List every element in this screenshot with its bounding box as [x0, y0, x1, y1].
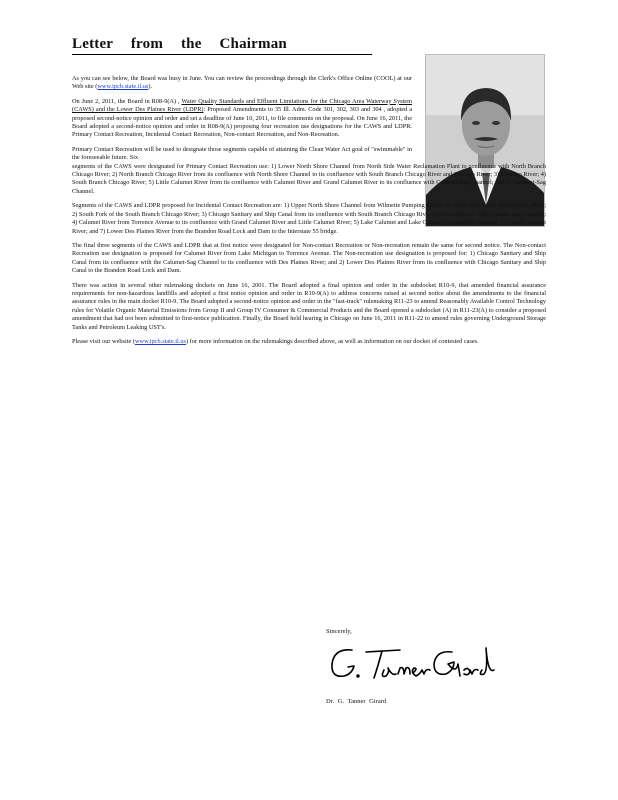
signatory-name: Dr. G. Tanner Girard: [326, 698, 387, 705]
visit-text: Please visit our website (: [72, 337, 135, 345]
paragraph-other-rulemaking: There was action in several other rulemaking dockets on June 16, 2001. The Board adopted a final opinion and order in the subdocket R10-9, that amended financial assurance requirements for non-hazardous landfills and adopted a first notice opinion and order in R10-9(A) to address concerns raised at second notice about the amendments to the financial assurance rules in the main docket R10-9. The Board adopted a second-notice opinion and order in the "fast-track" rulemaking R11-23 to amend Reasonably Available Control Technology rules for Volatile Organic Material Emissions from Group II and Group IV Consumer & Commercial Products and the Board opened a subdocket (A) in R11-23(A) to consider a proposed amendment that had not been submitted to first-notice publication. Finally, the Board held hearing in Chicago on June 16, 2011 in R11-22 to amend rules governing Underground Storage Tanks and Petroleum Leaking UST's.: [72, 281, 546, 331]
intro-text-end: ).: [148, 83, 153, 91]
rulemaking-title: Water Quality Standards and Effluent Limitations for the Chicago Area Waterway System (CAWS) and the Lower Des Plaines River (LDPR): [72, 97, 412, 114]
paragraph-visit-website: [72, 338, 546, 346]
paragraph-primary-contact: [72, 146, 546, 196]
june-2-text-end: : Proposed Amendments to 35 Ill. Adm. Code 301, 302, 303 and 304 , adopted a proposed second-notice opinion and order and set a deadline of June 10, 2011, to file comments on the proposal. On June 16, 2011, the Board adopted a second-notice opinion and order in R08-9(A) proposing four recreation use designations for the CAWS and LDPR. Primary Contact Recreation, Incidental Contact Recreation, Non-contact Recreation, and Non-Recreation.: [72, 106, 412, 139]
title-underline: [72, 54, 372, 55]
page-title: Letter from the Chairman: [72, 36, 287, 52]
primary-contact-segments: segments of the CAWS were designated for Primary Contact Recreation use: 1) Lower North Shore Channel from North Side Water Reclamation Plant to confluence with North Branch Chicago River; 2) North Branch Chicago River from its confluence with North Shore Channel to its confluence with South Branch Chicago River and Chicago River; 3) Chicago River; 4) South Branch Chicago River; 5) Little Calumet River from its confluence with Calumet River and Grand Calumet River to its confluence with Calumet-Sag Channel; and 6) Calumet-Sag Channel.: [72, 162, 546, 195]
website-link-2[interactable]: www.ipcb.state.il.us: [134, 337, 186, 345]
visit-text-end: ) for more information on the rulemakings described above, as well as information on our docket of contested cases.: [185, 337, 479, 345]
closing: Sincerely,: [326, 628, 352, 635]
primary-contact-intro: Primary Contact Recreation will be used to designate those segments capable of attaining the Clean Water Act goal of "swimmable" in the foreseeable future. Six: [72, 145, 412, 162]
paragraph-non-contact: The final three segments of the CAWS and LDPR that at first notice were designated for Non-contact Recreation or Non-recreation remain the same for second notice. The Non-contact Recreation use designation is proposed for Calumet River from Lake Michigan to Torrence Avenue. The Non-recreation use designation is proposed for: 1) Chicago Sanitary and Ship Canal from its confluence with the Calumet-Sag Channel to its confluence with Des Plaines River; and 2) Lower Des Plaines River from its confluence with Chicago Sanitary and Ship Canal to the Brandon Road Lock and Dam.: [72, 241, 546, 275]
intro-text: As you can see below, the Board was busy in June. You can review the proceedings through the Clerk's Office Online (COOL) at our Web site (: [72, 75, 412, 91]
paragraph-incidental-contact: Segments of the CAWS and LDPR proposed for Incidental Contact Recreation are: 1) Upper North Shore Channel from Wilmette Pumping Station to North Side Water Reclamation Plant; 2) South Fork of the South Branch Chicago River; 3) Chicago Sanitary and Ship Canal from its confluence with South Branch Chicago River to its confluence with Calumet-Sag Channel; 4) Calumet River from Torrence Avenue to its confluence with Grand Calumet River and Little Calumet River; 5) Lake Calumet and Lake Calumet Connecting Channel; 6) Grand Calumet River; and 7) Lower Des Plaines River from the Brandon Road Lock and Dam to the Interstate 55 bridge.: [72, 202, 546, 235]
handwritten-signature: [322, 640, 502, 688]
paragraph-intro: [72, 75, 412, 92]
june-2-text: On June 2, 2011, the Board in R08-9(A) ,: [72, 97, 182, 105]
website-link[interactable]: www.ipcb.state.il.us: [97, 83, 149, 91]
letter-body: [72, 75, 546, 352]
paragraph-june-2: [72, 98, 412, 140]
